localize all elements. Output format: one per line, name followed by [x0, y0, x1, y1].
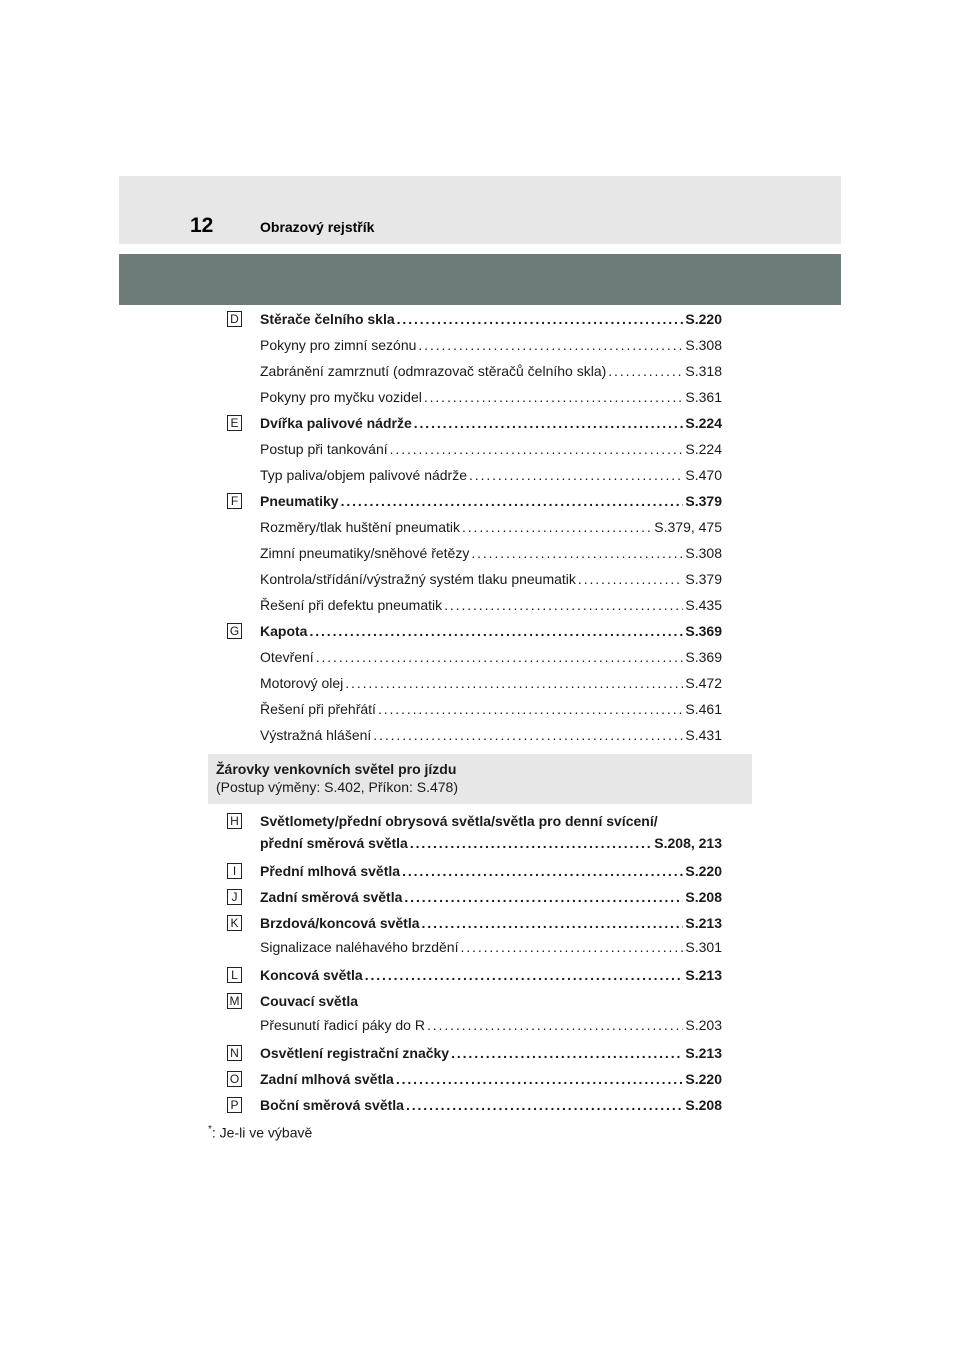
page-ref[interactable]: S.308	[685, 545, 722, 561]
subentry-text: Motorový olej	[260, 675, 344, 691]
index-subentry[interactable]	[208, 514, 722, 540]
page-ref[interactable]: S.213	[685, 967, 722, 983]
entry-title: Brzdová/koncová světla	[260, 915, 420, 931]
index-subentry[interactable]	[208, 566, 722, 592]
dot-leader	[404, 884, 683, 910]
page-ref[interactable]: S.361	[685, 389, 722, 405]
page-ref[interactable]: S.369	[685, 623, 722, 639]
entry-title: Přední mlhová světla	[260, 863, 401, 879]
entry-title: Zadní směrová světla	[260, 889, 403, 905]
letter-label-h: H	[227, 813, 242, 829]
dot-leader	[406, 1092, 683, 1118]
section-heading	[208, 754, 752, 804]
subentry-text: Řešení při přehřátí	[260, 701, 376, 717]
dot-leader	[373, 722, 683, 748]
index-subentry[interactable]	[208, 670, 722, 696]
dot-leader	[578, 566, 683, 592]
dot-leader	[451, 1040, 683, 1066]
dot-leader	[471, 540, 683, 566]
index-entry-k[interactable]	[208, 910, 722, 936]
page-ref[interactable]: S.208	[685, 889, 722, 905]
page-ref[interactable]: S.213	[685, 1045, 722, 1061]
page-ref[interactable]: S.208	[685, 1097, 722, 1113]
letter-label-o: O	[227, 1071, 242, 1087]
footnote-text: : Je-li ve výbavě	[211, 1124, 313, 1141]
footnote	[208, 1120, 752, 1143]
page-ref[interactable]: S.220	[685, 1071, 722, 1087]
page-ref[interactable]: S.301	[685, 939, 722, 955]
letter-label-k: K	[227, 915, 242, 931]
entry-title: Dvířka palivové nádrže	[260, 415, 412, 431]
letter-label-j: J	[227, 889, 242, 905]
dot-leader	[418, 332, 683, 358]
subentry-text: Zimní pneumatiky/sněhové řetězy	[260, 545, 470, 561]
page-ref[interactable]: S.224	[685, 441, 722, 457]
page-title: Obrazový rejstřík	[260, 219, 375, 235]
entry-title: Pneumatiky	[260, 493, 339, 509]
index-subentry[interactable]	[208, 462, 722, 488]
index-entry-o[interactable]	[208, 1066, 722, 1092]
dot-leader	[402, 858, 683, 884]
dot-leader	[427, 1014, 683, 1036]
page-ref[interactable]: S.318	[685, 363, 722, 379]
index-subentry[interactable]	[208, 1014, 722, 1036]
letter-label-f: F	[227, 493, 242, 509]
entry-title: Kapota	[260, 623, 308, 639]
subentry-text: Pokyny pro zimní sezónu	[260, 337, 417, 353]
index-subentry[interactable]	[208, 592, 722, 618]
index-entry-i[interactable]	[208, 858, 722, 884]
index-entry-j[interactable]	[208, 884, 722, 910]
subentry-text: Pokyny pro myčku vozidel	[260, 389, 422, 405]
index-entry-n[interactable]	[208, 1040, 722, 1066]
page-number: 12	[190, 214, 214, 237]
index-content	[208, 306, 752, 1143]
dot-leader	[316, 644, 684, 670]
page-ref[interactable]: S.461	[685, 701, 722, 717]
entry-title: Koncová světla	[260, 967, 363, 983]
subentry-text: Přesunutí řadicí páky do R	[260, 1017, 425, 1033]
header-band	[119, 176, 841, 244]
page-ref[interactable]: S.208, 213	[654, 835, 722, 851]
dot-leader	[397, 306, 684, 332]
entry-title: Zadní mlhová světla	[260, 1071, 394, 1087]
subentry-text: Otevření	[260, 649, 314, 665]
letter-label-m: M	[227, 993, 242, 1009]
dot-leader	[341, 488, 684, 514]
subentry-text: Kontrola/střídání/výstražný systém tlaku pneumatik	[260, 571, 576, 587]
letter-label-d: D	[227, 311, 242, 327]
dot-leader	[410, 832, 652, 854]
page-ref[interactable]: S.472	[685, 675, 722, 691]
index-subentry[interactable]	[208, 358, 722, 384]
index-entry-e[interactable]	[208, 410, 722, 436]
dot-leader	[365, 962, 684, 988]
entry-title: Osvětlení registrační značky	[260, 1045, 450, 1061]
letter-label-g: G	[227, 623, 242, 639]
subentry-text: Výstražná hlášení	[260, 727, 372, 743]
illustration-band	[119, 254, 841, 305]
page-ref[interactable]: S.435	[685, 597, 722, 613]
dot-leader	[424, 384, 684, 410]
page-ref[interactable]: S.308	[685, 337, 722, 353]
page-ref[interactable]: S.379	[685, 571, 722, 587]
subentry-text: Rozměry/tlak huštění pneumatik	[260, 519, 460, 535]
dot-leader	[422, 910, 684, 936]
dot-leader	[414, 410, 684, 436]
dot-leader	[309, 618, 683, 644]
index-subentry[interactable]	[208, 384, 722, 410]
index-entry-m[interactable]	[208, 988, 722, 1014]
subentry-text: Řešení při defektu pneumatik	[260, 597, 443, 613]
index-entry-f[interactable]	[208, 488, 722, 514]
index-subentry[interactable]	[208, 936, 722, 958]
letter-label-e: E	[227, 415, 242, 431]
index-entry-p[interactable]	[208, 1092, 722, 1118]
dot-leader	[469, 462, 683, 488]
page-ref[interactable]: S.224	[685, 415, 722, 431]
letter-label-l: L	[227, 967, 242, 983]
page-ref[interactable]: S.220	[685, 311, 722, 327]
page-ref[interactable]: S.431	[685, 727, 722, 743]
subentry-text: Signalizace naléhavého brzdění	[260, 939, 459, 955]
entry-title: Boční směrová světla	[260, 1097, 404, 1113]
subentry-text: Typ paliva/objem palivové nádrže	[260, 467, 468, 483]
index-entry-l[interactable]	[208, 962, 722, 988]
letter-label-i: I	[227, 863, 242, 879]
letter-label-n: N	[227, 1045, 242, 1061]
section-title: Žárovky venkovních světel pro jízdu	[216, 761, 457, 777]
index-entry-h[interactable]	[208, 810, 722, 832]
dot-leader	[444, 592, 683, 618]
entry-title: Stěrače čelního skla	[260, 311, 395, 327]
dot-leader	[460, 936, 683, 958]
page-ref[interactable]: S.379	[685, 493, 722, 509]
dot-leader	[462, 514, 652, 540]
letter-label-p: P	[227, 1097, 242, 1113]
entry-title: Couvací světla	[260, 993, 359, 1009]
index-subentry[interactable]	[208, 696, 722, 722]
section-subtitle: (Postup výměny: S.402, Příkon: S.478)	[216, 779, 459, 795]
dot-leader	[345, 670, 683, 696]
index-entry-h-cont[interactable]	[208, 832, 722, 854]
subentry-text: Zabránění zamrznutí (odmrazovač stěračů čelního skla)	[260, 363, 607, 379]
page-ref[interactable]: S.220	[685, 863, 722, 879]
footnote-mark: *	[208, 1124, 212, 1135]
index-subentry[interactable]	[208, 436, 722, 462]
page-ref[interactable]: S.379, 475	[654, 519, 722, 535]
page-ref[interactable]: S.213	[685, 915, 722, 931]
dot-leader	[608, 358, 683, 384]
entry-title-continued: přední směrová světla	[260, 835, 408, 851]
subentry-text: Postup při tankování	[260, 441, 388, 457]
index-subentry[interactable]	[208, 540, 722, 566]
index-subentry[interactable]	[208, 644, 722, 670]
index-subentry[interactable]	[208, 332, 722, 358]
page-ref[interactable]: S.369	[685, 649, 722, 665]
index-subentry[interactable]	[208, 722, 722, 748]
index-entry-g[interactable]	[208, 618, 722, 644]
entry-title: Světlomety/přední obrysová světla/světla pro denní svícení/	[260, 813, 658, 829]
dot-leader	[390, 436, 684, 462]
dot-leader	[378, 696, 683, 722]
index-entry-d[interactable]	[208, 306, 722, 332]
page-ref[interactable]: S.203	[685, 1017, 722, 1033]
dot-leader	[396, 1066, 684, 1092]
page-ref[interactable]: S.470	[685, 467, 722, 483]
